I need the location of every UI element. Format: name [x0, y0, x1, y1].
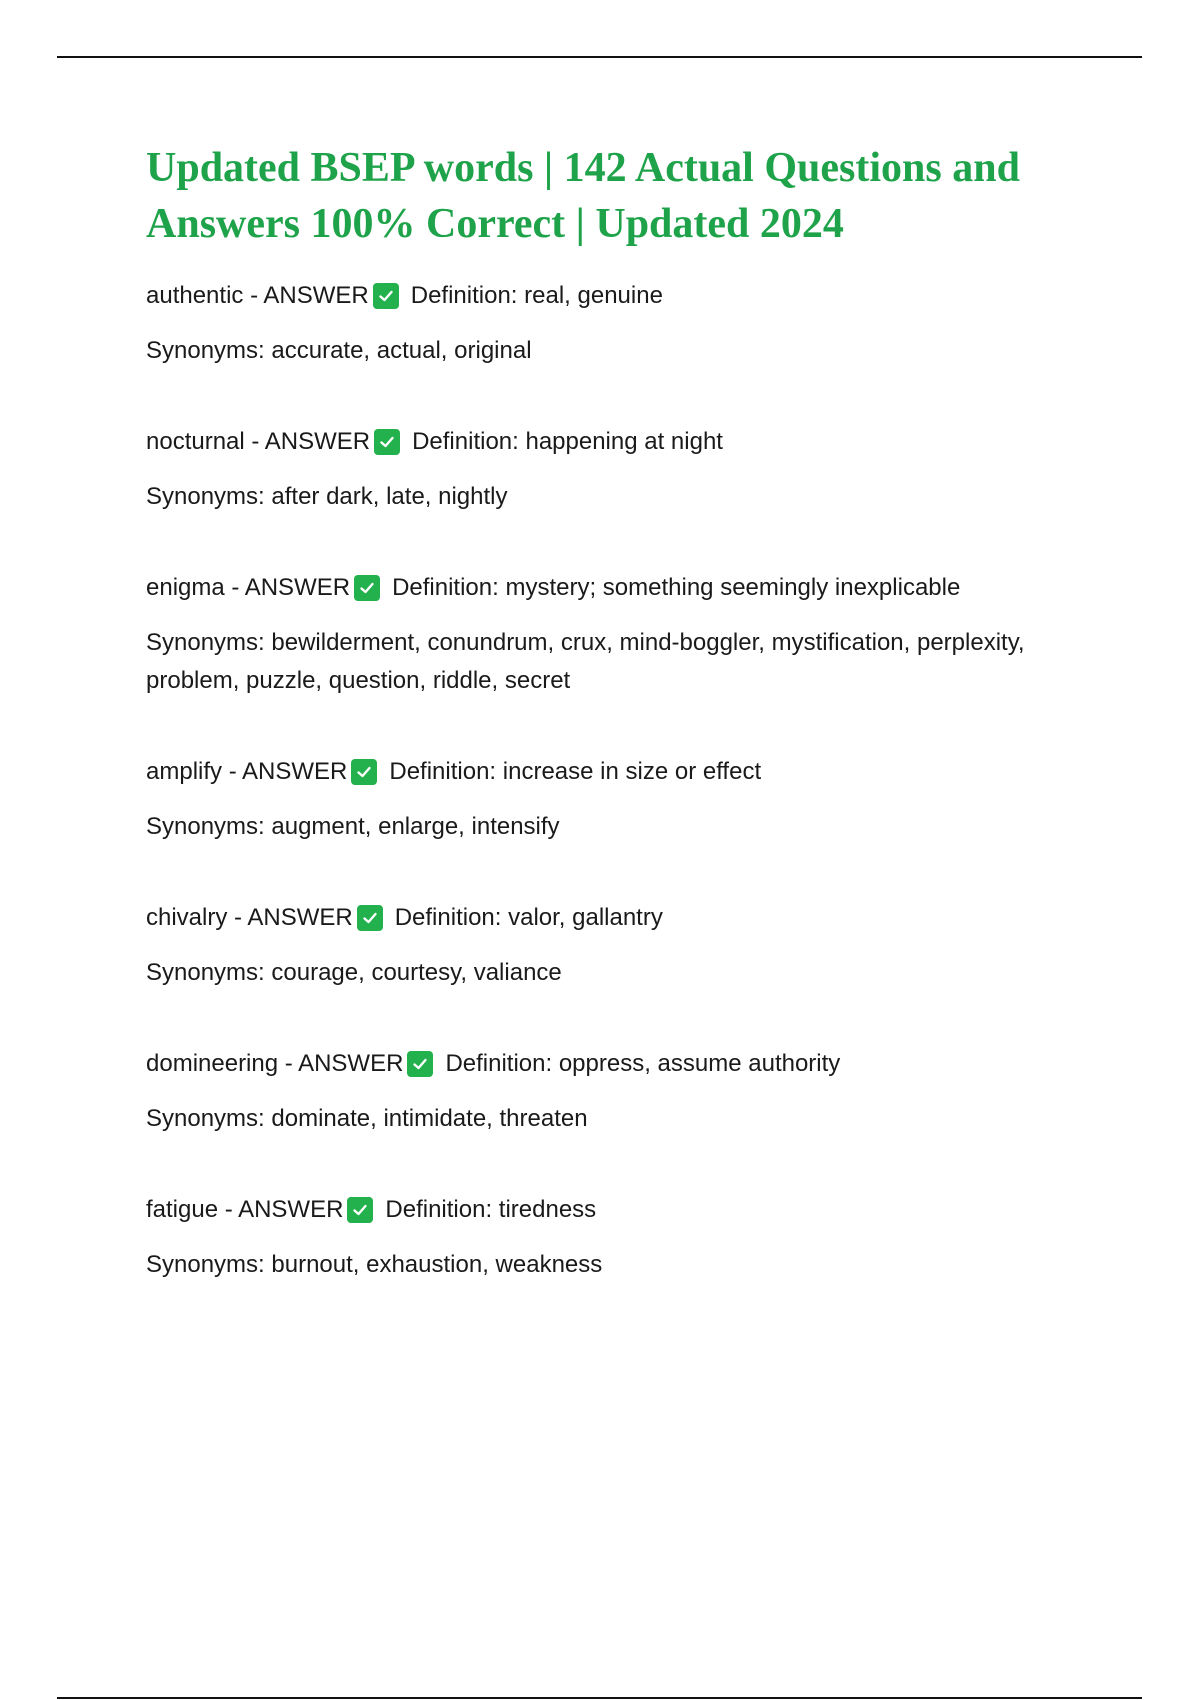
entry-definition: Definition: valor, gallantry: [394, 904, 663, 931]
entry-term: fatigue - ANSWER: [146, 1196, 344, 1223]
entry-synonyms: Synonyms: after dark, late, nightly: [146, 483, 508, 510]
entry-question-line: [146, 1048, 1106, 1080]
entry-synonyms: Synonyms: bewilderment, conundrum, crux, mind-boggler, mystification, perplexity, problem, puzzle, question, riddle, secret: [146, 629, 1025, 694]
entry-definition: Definition: tiredness: [385, 1196, 597, 1223]
entry-synonyms: Synonyms: augment, enlarge, intensify: [146, 813, 560, 840]
entry-question-line: [146, 426, 1106, 458]
entry-term: nocturnal - ANSWER: [146, 428, 371, 455]
entry-synonyms: Synonyms: accurate, actual, original: [146, 337, 532, 364]
check-box-icon: [351, 759, 377, 785]
entry-item: [146, 756, 1106, 846]
document-body: [146, 140, 1106, 1340]
entry-question-line: [146, 572, 1106, 604]
entry-term: authentic - ANSWER: [146, 282, 369, 309]
entry-question-line: [146, 756, 1106, 788]
bottom-rule: [57, 1697, 1142, 1699]
entry-list: [146, 280, 1106, 1284]
entry-definition: Definition: oppress, assume authority: [445, 1050, 841, 1077]
entry-definition: Definition: happening at night: [412, 428, 723, 455]
entry-item: [146, 902, 1106, 992]
check-box-icon: [373, 283, 399, 309]
entry-term: enigma - ANSWER: [146, 574, 351, 601]
entry-question-line: [146, 280, 1106, 312]
check-box-icon: [374, 429, 400, 455]
entry-item: [146, 572, 1106, 700]
entry-item: [146, 426, 1106, 516]
top-rule: [57, 56, 1142, 58]
entry-term: domineering - ANSWER: [146, 1050, 404, 1077]
entry-item: [146, 1048, 1106, 1138]
check-box-icon: [407, 1051, 433, 1077]
entry-definition: Definition: increase in size or effect: [389, 758, 762, 785]
check-box-icon: [357, 905, 383, 931]
entry-definition: Definition: mystery; something seemingly inexplicable: [392, 574, 961, 601]
entry-question-line: [146, 1194, 1106, 1226]
entry-item: [146, 1194, 1106, 1284]
check-box-icon: [354, 575, 380, 601]
entry-synonyms: Synonyms: courage, courtesy, valiance: [146, 959, 562, 986]
check-box-icon: [347, 1197, 373, 1223]
entry-definition: Definition: real, genuine: [410, 282, 663, 309]
entry-item: [146, 280, 1106, 370]
entry-question-line: [146, 902, 1106, 934]
entry-term: chivalry - ANSWER: [146, 904, 353, 931]
document-title: Updated BSEP words | 142 Actual Questions and Answers 100% Correct | Updated 2024: [146, 145, 1020, 247]
entry-synonyms: Synonyms: dominate, intimidate, threaten: [146, 1105, 588, 1132]
entry-term: amplify - ANSWER: [146, 758, 348, 785]
entry-synonyms: Synonyms: burnout, exhaustion, weakness: [146, 1251, 603, 1278]
